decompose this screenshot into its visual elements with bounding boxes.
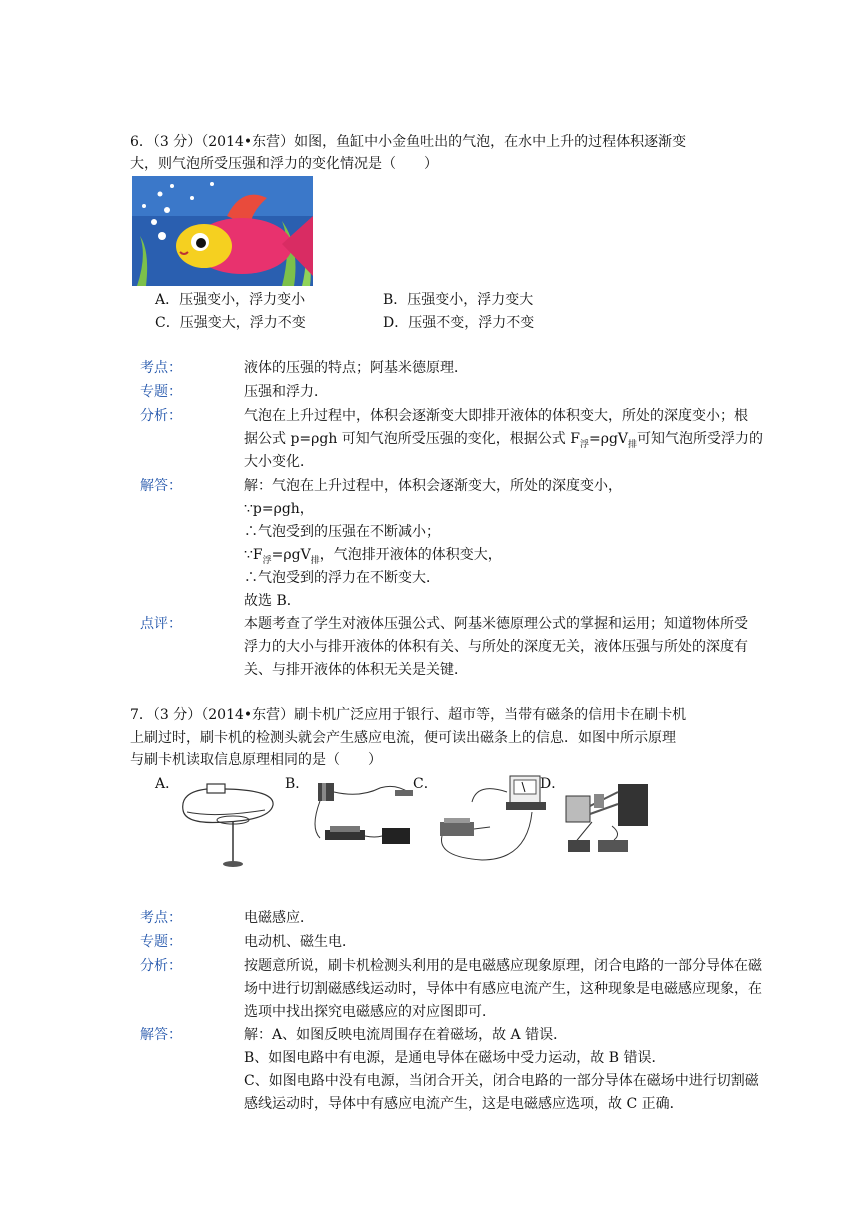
q7-stem-line3: 与刷卡机读取信息原理相同的是（ ） [130, 752, 382, 768]
q7-kaodian-label: 考点： [140, 910, 182, 926]
q7-jieda-line4: 感线运动时，导体中有感应电流产生，这是电磁感应选项，故 C 正确． [244, 1096, 684, 1112]
q7-zhuanti: 电动机、磁生电． [244, 934, 356, 950]
q6-jieda-label: 解答： [140, 478, 182, 494]
goldfish-figure [132, 176, 313, 286]
q7-jieda-line2: B、如图电路中有电源，是通电导体在磁场中受力运动，故 B 错误． [244, 1050, 666, 1066]
q6-fenxi-line1: 气泡在上升过程中，体积会逐渐变大即排开液体的体积变大，所处的深度变小；根 [244, 408, 748, 424]
q6-jieda-line1: 解：气泡在上升过程中，体积会逐渐变大，所处的深度变小， [244, 478, 622, 494]
q6-option-a: A．压强变小，浮力变小 [155, 292, 306, 308]
q6-option-c: C．压强变大，浮力不变 [155, 315, 306, 331]
q6-jieda-line6: 故选 B． [244, 593, 301, 609]
q6-jieda-line5: ∴气泡受到的浮力在不断变大． [244, 570, 440, 586]
q6-jieda-line4: $\because F_浮=\rho gV_排$，气泡排开液体的体积变大， [244, 547, 502, 566]
q7-fenxi-line3: 选项中找出探究电磁感应的对应图即可． [244, 1004, 496, 1020]
q6-kaodian: 液体的压强的特点；阿基米德原理． [244, 360, 468, 376]
q7-fig-label-b: B． [285, 776, 310, 792]
q6-zhuanti-label: 专题： [140, 384, 182, 400]
q7-stem-line2: 上刷过时，刷卡机的检测头就会产生感应电流，便可读出磁条上的信息．如图中所示原理 [130, 730, 676, 746]
q6-fenxi-label: 分析： [140, 408, 182, 424]
q6-dianping-line1: 本题考查了学生对液体压强公式、阿基米德原理公式的掌握和运用；知道物体所受 [244, 616, 748, 632]
q6-kaodian-label: 考点： [140, 360, 182, 376]
q6-fenxi-line2: 据公式 p=ρgh 可知气泡所受压强的变化，根据公式 $F_浮=\rho gV_排$可知气泡所受浮力的 [244, 431, 764, 450]
q6-option-d: D．压强不变，浮力不变 [383, 315, 535, 331]
q6-stem-line2: 大，则气泡所受压强和浮力的变化情况是（ ） [130, 156, 438, 172]
q7-fig-label-d: D． [540, 776, 566, 792]
q7-fig-label-c: C． [413, 776, 438, 792]
q7-fenxi-line1: 按题意所说，刷卡机检测头利用的是电磁感应现象原理，闭合电路的一部分导体在磁 [244, 958, 762, 974]
q6-dianping-line2: 浮力的大小与排开液体的体积有关、与所处的深度无关，液体压强与所处的深度有 [244, 639, 748, 655]
q7-kaodian: 电磁感应． [244, 910, 314, 926]
q7-stem-line1: 7．（3 分）（2014•东营）刷卡机广泛应用于银行、超市等，当带有磁条的信用卡在刷卡机 [130, 707, 687, 723]
q7-zhuanti-label: 专题： [140, 934, 182, 950]
q7-fenxi-line2: 场中进行切割磁感线运动时，导体中有感应电流产生，这种现象是电磁感应现象，在 [244, 981, 762, 997]
figure-b-motor [300, 778, 418, 853]
q7-jieda-line1: 解：A、如图反映电流周围存在着磁场，故 A 错误． [244, 1027, 568, 1043]
q6-dianping-line3: 关、与排开液体的体积无关是关键． [244, 662, 468, 678]
figure-d-apparatus [562, 774, 652, 858]
q7-fig-label-a: A． [155, 776, 180, 792]
q7-fenxi-label: 分析： [140, 958, 182, 974]
figure-c-induction [432, 772, 552, 867]
q7-jieda-label: 解答： [140, 1027, 182, 1043]
q6-dianping-label: 点评： [140, 616, 182, 632]
q6-zhuanti: 压强和浮力． [244, 384, 328, 400]
q6-stem-line1: 6．（3 分）（2014•东营）如图，鱼缸中小金鱼吐出的气泡，在水中上升的过程体积逐渐变 [130, 134, 687, 150]
q6-fenxi-line3: 大小变化． [244, 454, 314, 470]
figure-a-oersted [175, 780, 280, 872]
q6-jieda-line2: ∵p=ρgh， [244, 501, 314, 517]
q6-option-b: B．压强变小，浮力变大 [383, 292, 534, 308]
q7-jieda-line3: C、如图电路中没有电源，当闭合开关，闭合电路的一部分导体在磁场中进行切割磁 [244, 1073, 759, 1089]
q6-jieda-line3: ∴气泡受到的压强在不断减小； [244, 524, 440, 540]
